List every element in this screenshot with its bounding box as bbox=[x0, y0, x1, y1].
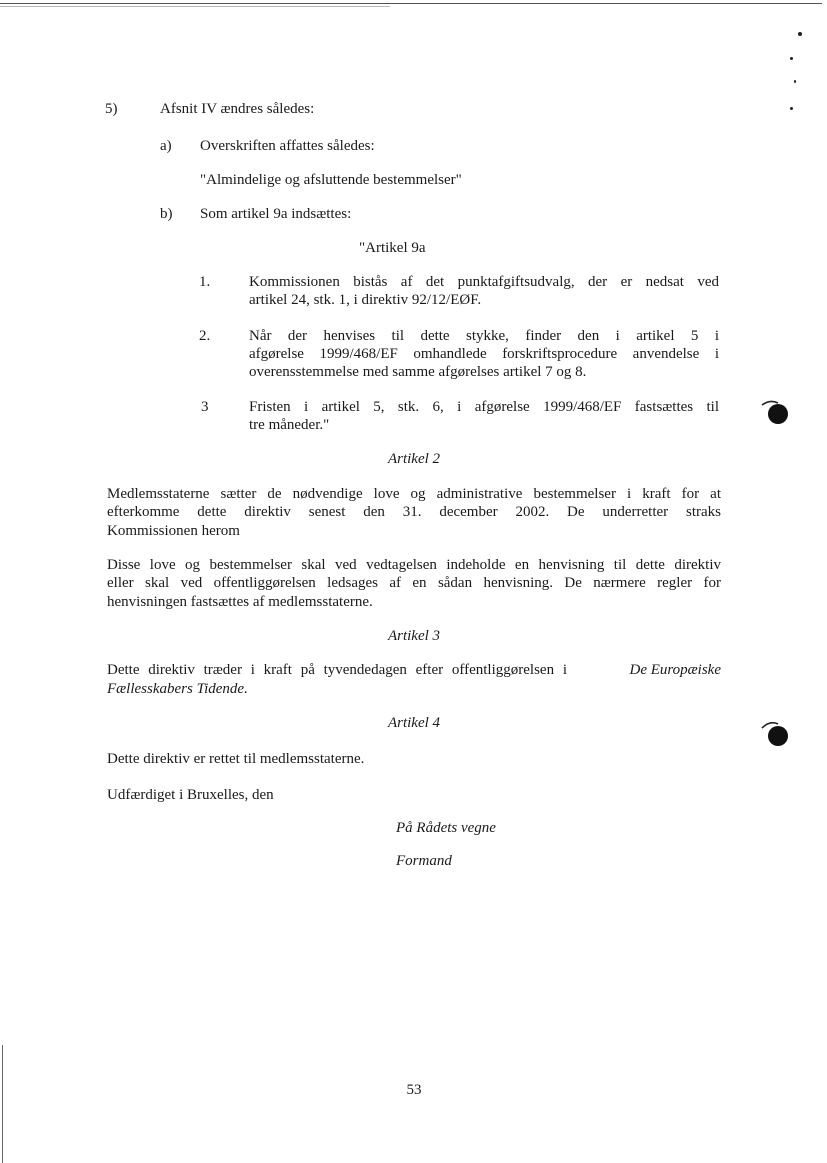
punch-hole-icon bbox=[760, 718, 788, 746]
scan-left-border bbox=[2, 1045, 3, 1163]
list-item-number: 2. bbox=[199, 328, 211, 344]
paragraph-text: Dette direktiv træder i kraft på tyvendedagen efter offentliggørelsen i bbox=[107, 662, 567, 678]
scan-speck bbox=[790, 57, 793, 60]
item-b-text: Som artikel 9a indsættes: bbox=[200, 206, 352, 222]
paragraph-line: Medlemsstaterne sætter de nødvendige love og administrative bestemmelser i kraft for at bbox=[107, 486, 721, 502]
item-a-heading: "Almindelige og afsluttende bestemmelser" bbox=[200, 172, 462, 188]
item-a-text: Overskriften affattes således: bbox=[200, 138, 375, 154]
list-item-number: 1. bbox=[199, 274, 211, 290]
scan-speck bbox=[794, 80, 796, 83]
paragraph-line: Dette direktiv er rettet til medlemsstaterne. bbox=[107, 751, 365, 767]
section-number: 5) bbox=[105, 101, 118, 117]
list-item-number: 3 bbox=[201, 399, 209, 415]
scan-speck bbox=[790, 107, 793, 110]
paragraph-line: Disse love og bestemmelser skal ved vedtagelsen indeholde en henvisning til dette direktiv bbox=[107, 557, 721, 573]
section-text: Afsnit IV ændres således: bbox=[160, 101, 315, 117]
journal-name: De Europæiske bbox=[629, 662, 721, 678]
paragraph-line: efterkomme dette direktiv senest den 31. december 2002. De underretter straks bbox=[107, 504, 721, 520]
list-item-line: overensstemmelse med samme afgørelses artikel 7 og 8. bbox=[249, 364, 587, 380]
page-number: 53 bbox=[406, 1082, 422, 1098]
scan-top-noise bbox=[0, 6, 390, 7]
list-item-line: Fristen i artikel 5, stk. 6, i afgørelse 1999/468/EF fastsættes til bbox=[249, 399, 719, 415]
list-item-line: tre måneder." bbox=[249, 417, 330, 433]
punch-hole-icon bbox=[760, 397, 788, 425]
scan-top-border bbox=[0, 3, 822, 4]
list-item-line: artikel 24, stk. 1, i direktiv 92/12/EØF. bbox=[249, 292, 482, 308]
list-item-line: Kommissionen bistås af det punktafgiftsudvalg, der er nedsat ved bbox=[249, 274, 719, 290]
item-a-label: a) bbox=[160, 138, 172, 154]
journal-name: Fællesskabers Tidende. bbox=[107, 681, 248, 697]
paragraph-line: Kommissionen herom bbox=[107, 523, 240, 539]
closing-council: På Rådets vegne bbox=[396, 820, 496, 836]
paragraph-line bbox=[107, 661, 721, 679]
closing-role: Formand bbox=[396, 853, 452, 869]
article-9a-title: "Artikel 9a bbox=[359, 240, 426, 256]
scan-speck bbox=[798, 32, 802, 36]
list-item-line: afgørelse 1999/468/EF omhandlede forskriftsprocedure anvendelse i bbox=[249, 346, 719, 362]
article-4-title: Artikel 4 bbox=[387, 715, 441, 731]
closing-place: Udfærdiget i Bruxelles, den bbox=[107, 787, 274, 803]
paragraph-line: eller skal ved offentliggørelsen ledsages af en sådan henvisning. De nærmere regler for bbox=[107, 575, 721, 591]
article-2-title: Artikel 2 bbox=[387, 451, 441, 467]
article-3-title: Artikel 3 bbox=[387, 628, 441, 644]
item-b-label: b) bbox=[160, 206, 173, 222]
paragraph-line: henvisningen fastsættes af medlemsstaterne. bbox=[107, 594, 373, 610]
list-item-line: Når der henvises til dette stykke, finder den i artikel 5 i bbox=[249, 328, 719, 344]
